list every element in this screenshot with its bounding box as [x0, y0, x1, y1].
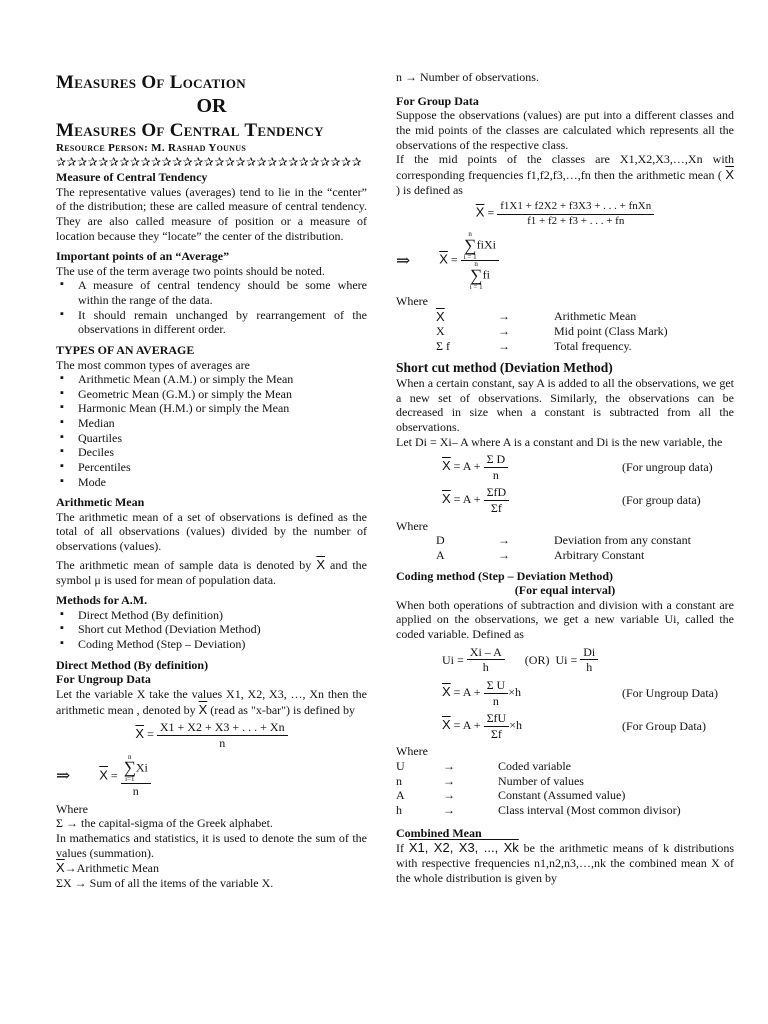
- fraction-numerator: X1 + X2 + X3 + . . . + Xn: [157, 720, 288, 736]
- fraction-denominator: n ∑ i = 1 fi: [469, 260, 490, 292]
- definition-row: [396, 339, 734, 354]
- arrow-icon: →: [498, 324, 510, 339]
- fraction-denominator: n: [492, 693, 499, 708]
- sigma-definition: Σ → the capital-sigma of the Greek alphabet.: [56, 816, 273, 831]
- types-list: [56, 372, 367, 489]
- left-column: [56, 72, 367, 891]
- formula-lhs: $\overline{X} = A$ + $\frac{\text{Σ U}}{n}$ ×h: [442, 677, 521, 708]
- fraction-denominator: h: [482, 660, 489, 675]
- heading-coding-method: Coding method (Step – Deviation Method): [396, 568, 614, 583]
- formula-lhs: $\overline{X} = A$ + $\frac{\text{ΣfU}}{\Sigma f}$ ×h: [442, 711, 522, 741]
- fraction-numerator: n ∑ i = 1 fiXi: [461, 231, 499, 261]
- def-key: A: [396, 788, 405, 803]
- list-item: ▪ Median: [56, 416, 367, 431]
- heading-shortcut-method: Short cut method (Deviation Method): [396, 359, 613, 375]
- def-value: Arithmetic Mean: [554, 308, 637, 323]
- fraction: [157, 720, 288, 750]
- fraction-numerator: f1X1 + f2X2 + f3X3 + . . . + fnXn: [497, 200, 654, 214]
- sigma-icon: n ∑ i = 1: [469, 260, 483, 292]
- def-value: Total frequency.: [554, 339, 632, 353]
- direct-text-b: (read as "x-bar") is defined by: [210, 702, 356, 717]
- sumx-definition: ΣX → Sum of all the items of the variable X.: [56, 876, 274, 891]
- fraction-numerator: Xi – A: [467, 645, 505, 661]
- formula-shortcut-group: [396, 485, 734, 515]
- resource-person: Resource Person: M. Rashad Younus: [56, 142, 247, 155]
- paragraph-coding: When both operations of subtraction and division with a constant are applied on the observations, we get a new variable Ui, called the coded variable. Defined as: [396, 597, 734, 642]
- arrow-icon: →: [498, 533, 510, 548]
- methods-list: [56, 608, 367, 652]
- xbar-symbol: $\overline{X}$: [725, 166, 734, 182]
- formula-note: (For Group Data): [622, 719, 706, 734]
- definition-row: [396, 309, 734, 325]
- heading-equal-interval: (For equal interval): [514, 583, 616, 598]
- arrow-icon: →: [498, 308, 510, 323]
- def-key: A: [436, 547, 445, 562]
- formula-lhs: $\overline{X} = A$ + $\frac{\text{ΣfD}}{\Sigma f}$: [396, 485, 622, 515]
- paragraph-am: The arithmetic mean of a set of observations is defined as the total of all observations (values) divided by the number of observations (values).: [56, 509, 367, 554]
- fraction-denominator: n: [492, 467, 499, 482]
- direct-text-a: Let the variable X take the values X1, X2, X3, …, Xn then the arithmetic mean , denoted by: [56, 686, 367, 717]
- fraction: [484, 452, 509, 482]
- important-list: [56, 278, 367, 337]
- fraction-numerator: Σ U: [484, 678, 509, 694]
- formula-coded-variable: Ui = $\frac{Xi - A}{h}$ (OR) Ui = $\frac{Di}{h}$: [396, 645, 734, 675]
- heading-types-of-average: TYPES OF AN AVERAGE: [56, 342, 195, 357]
- def-value: Coded variable: [498, 759, 571, 774]
- definition-row: [396, 548, 734, 563]
- def-key: h: [396, 802, 402, 817]
- def-value: Class interval (Most common divisor): [498, 802, 681, 817]
- arrow-icon: →: [443, 802, 455, 817]
- fraction: [484, 678, 509, 708]
- fraction-numerator: Di: [580, 645, 598, 661]
- list-item: ▪ Coding Method (Step – Deviation): [56, 637, 367, 652]
- formula-note: (For ungroup data): [622, 460, 713, 475]
- def-value: Number of values: [498, 773, 584, 788]
- fraction-denominator: f1 + f2 + f3 + . . . + fn: [527, 214, 625, 227]
- heading-important-points: Important points of an “Average”: [56, 249, 230, 264]
- fraction: [121, 754, 151, 799]
- arrow-icon: →: [443, 788, 455, 803]
- xbar-symbol: $\overline{X}$: [442, 491, 451, 507]
- list-item: ▪ Quartiles: [56, 431, 367, 446]
- def-key: X: [436, 324, 445, 339]
- xbar-symbol: $\overline{X}$: [316, 556, 325, 572]
- list-item: ▪ Short cut Method (Deviation Method): [56, 622, 367, 637]
- fraction: [484, 711, 510, 741]
- def-key: $\overline{X}$: [436, 308, 445, 324]
- xbar-symbol: $\overline{X}$: [99, 766, 108, 782]
- paragraph-shortcut: When a certain constant, say A is added to all the observations, we get a new set of observations. Similarly, the observations can be decreased in size when a constant is subtracted from all the observations.: [396, 376, 734, 434]
- heading-ungroup-data: For Ungroup Data: [56, 672, 151, 687]
- xbar-symbol: $\overline{X}$: [198, 701, 208, 717]
- definition-row: [396, 788, 734, 803]
- heading-arithmetic-mean: Arithmetic Mean: [56, 495, 145, 510]
- formula-direct-ungroup-sigma: ⇒ $\overline{X}$ = n ∑ i=1 Xi n: [56, 754, 367, 799]
- fraction-denominator: Σf: [490, 501, 502, 516]
- formula-coding-group: [396, 711, 734, 741]
- or-label: (OR): [524, 652, 550, 667]
- fraction-denominator: Σf: [490, 726, 502, 741]
- xbar-symbol: $\overline{X}$: [442, 717, 451, 733]
- list-item: ▪ Percentiles: [56, 460, 367, 475]
- xbar-symbol: $\overline{X}$: [442, 683, 451, 699]
- document-title-line1: Measures Of Location: [56, 72, 246, 93]
- arrow-icon: →: [443, 773, 455, 788]
- paragraph-combined: If X1, X2, X3, ..., Xk be the arithmetic means of k distributions with respective frequencies n1,n2,n3,…,nk the combined mean X of the whole distribution is given by: [396, 840, 734, 885]
- fraction-numerator: Σ D: [484, 452, 509, 468]
- definition-row: [396, 803, 734, 818]
- paragraph-direct: [56, 687, 367, 717]
- definition-row: [396, 759, 734, 774]
- list-item: ▪ Arithmetic Mean (A.M.) or simply the Mean: [56, 372, 367, 387]
- formula-lhs: $\overline{X} = A$ + $\frac{\text{Σ D}}{n}$: [396, 452, 622, 482]
- formula-note: (For Ungroup Data): [622, 685, 718, 700]
- def-key: D: [436, 533, 445, 548]
- def-key: Σ f: [436, 339, 450, 353]
- group2-text-b: ) is defined as: [396, 182, 463, 197]
- heading-direct-method: Direct Method (By definition): [56, 657, 209, 672]
- where-label: Where: [396, 518, 428, 533]
- xbar-symbol: $\overline{X}$: [439, 251, 448, 267]
- formula-coding-ungroup: [396, 678, 734, 708]
- definition-row: [396, 533, 734, 548]
- fraction: [580, 645, 598, 675]
- formula-shortcut-ungroup: [396, 452, 734, 482]
- fraction: [484, 485, 510, 515]
- def-value: Mid point (Class Mark): [554, 324, 668, 339]
- formula-group-sigma: ⇒ $\overline{X}$ = n ∑ i = 1 fiXi n ∑ i = 1 fi: [396, 231, 734, 291]
- combined-means-symbols: X1, X2, X3, ..., Xk: [408, 840, 519, 856]
- sigma-icon: n ∑ i=1: [123, 752, 136, 784]
- paragraph-group1: Suppose the observations (values) are put into a different classes and the mid points of the classes are calculated which represents all the observations of the respective class.: [396, 108, 734, 152]
- heading-combined-mean: Combined Mean: [396, 825, 482, 840]
- list-item: ▪ Mode: [56, 475, 367, 490]
- xbar-symbol: $\overline{X}$: [56, 860, 65, 876]
- arrow-icon: →: [443, 759, 455, 774]
- fraction-denominator: n: [132, 784, 139, 799]
- xbar-symbol: $\overline{X}$: [135, 726, 145, 742]
- definition-row: [396, 324, 734, 339]
- fraction: [497, 200, 654, 228]
- arrow-icon: →: [498, 339, 510, 353]
- where-label: Where: [396, 744, 428, 759]
- fraction: [461, 231, 499, 291]
- fraction-numerator: n ∑ i=1 Xi: [121, 754, 151, 784]
- paragraph-am-notation: [56, 557, 367, 587]
- group2-text-a: If the mid points of the classes are X1,X2,X3,…,Xn with corresponding frequencies f1,f2,f3,…,fn then the arithmetic mean (: [396, 152, 734, 182]
- implies-symbol: ⇒: [396, 250, 411, 270]
- am-notation-text-b: and the symbol μ is used for mean of population data.: [56, 557, 368, 587]
- fraction-numerator: ΣfD: [484, 485, 510, 501]
- paragraph-types: The most common types of averages are: [56, 357, 250, 372]
- implies-symbol: ⇒: [56, 765, 71, 785]
- paragraph-let: Let Di = Xi– A where A is a constant and Di is the new variable, the: [396, 434, 723, 449]
- heading-methods-am: Methods for A.M.: [56, 593, 148, 608]
- def-key: n: [396, 773, 402, 788]
- list-item: ▪ Deciles: [56, 445, 367, 460]
- document-title-line2: Measures Of Central Tendency: [56, 120, 324, 142]
- heading-group-data: For Group Data: [396, 93, 479, 108]
- where-label: Where: [56, 801, 88, 816]
- fraction: [467, 645, 505, 675]
- definition-row: [396, 774, 734, 789]
- def-value: Deviation from any constant: [554, 533, 691, 548]
- xbar-definition: $\overline{X}\to Arithmetic$ Mean: [56, 860, 159, 876]
- fraction-numerator: ΣfU: [484, 711, 510, 727]
- am-notation-text-a: The arithmetic mean of sample data is denoted by: [56, 557, 312, 572]
- formula-direct-ungroup: $\overline{X}$ = $\frac{X1 + X2 + X3 + . . . + Xn}{n}$: [56, 720, 367, 750]
- paragraph-important: The use of the term average two points should be noted.: [56, 263, 325, 278]
- list-item: ▪ It should remain unchanged by rearrangement of the observations in different order.: [56, 308, 367, 337]
- sigma-icon: n ∑ i = 1: [463, 230, 477, 261]
- n-definition: n → Number of observations.: [396, 70, 539, 84]
- paragraph-sigma: In mathematics and statistics, it is used to denote the sum of the values (summation).: [56, 831, 367, 860]
- def-key: U: [396, 759, 405, 774]
- heading-measure-central-tendency: Measure of Central Tendency: [56, 170, 208, 185]
- list-item: ▪ A measure of central tendency should be some where within the range of the data.: [56, 278, 367, 307]
- list-item: ▪ Direct Method (By definition): [56, 608, 367, 623]
- xbar-symbol: $\overline{X}$: [475, 204, 485, 220]
- fraction-denominator: h: [586, 660, 593, 675]
- xbar-symbol: $\overline{X}$: [442, 458, 451, 474]
- list-item: ▪ Harmonic Mean (H.M.) or simply the Mean: [56, 401, 367, 416]
- list-item: ▪ Geometric Mean (G.M.) or simply the Mean: [56, 387, 367, 402]
- fraction-denominator: n: [219, 736, 226, 751]
- paragraph-mct: The representative values (averages) tend to lie in the “center” of the distribution; these are called measure of central tendency. They are also called measure of position or a measure of location because they “locate” the center of the distribution.: [56, 184, 367, 243]
- def-value: Constant (Assumed value): [498, 788, 626, 803]
- where-label: Where: [396, 293, 428, 308]
- paragraph-group2: [396, 152, 734, 197]
- document-title-or: OR: [196, 94, 227, 117]
- star-divider: ✰✰✰✰✰✰✰✰✰✰✰✰✰✰✰✰✰✰✰✰✰✰✰✰✰✰✰✰✰: [56, 155, 363, 170]
- def-value: Arbitrary Constant: [554, 547, 645, 562]
- right-column: [396, 70, 734, 885]
- formula-note: (For group data): [622, 493, 701, 508]
- formula-group-direct: $\overline{X}$ = $\frac{\text{f1X1 + f2X2 + f3X3 + . . . + fnXn}}{f1 + f2 + f3 + . . . + fn}$: [396, 200, 734, 228]
- arrow-icon: →: [498, 547, 510, 562]
